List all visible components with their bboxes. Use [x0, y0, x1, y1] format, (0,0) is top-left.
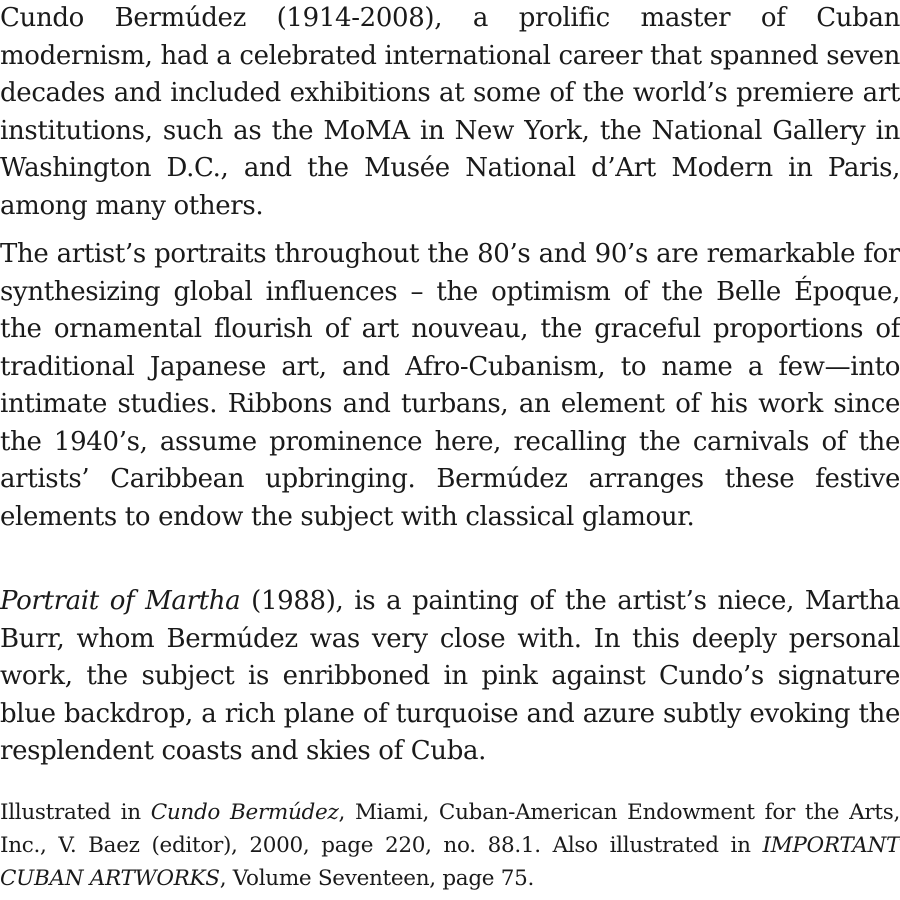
book-title-2: IMPORTANT CUBAN ARTWORKS — [0, 833, 900, 891]
book-title-1: Cundo Bermúdez — [150, 800, 339, 825]
portraits-paragraph: The artist’s portraits throughout the 80’s and 90’s are remarkable for synthesizing global influences – the optimism of the Belle Époque, the ornamental flourish of art nouveau, the graceful proportions of traditional Japanese art, and Afro-Cubanism, to name a few—into intimate studies. Ribbons and turbans, an element of his work since the 1940’s, assume prominence here, recalling the carnivals of the artists’ Caribbean upbringing. Bermúdez arranges these festive elements to endow the subject with classical glamour. — [0, 239, 900, 532]
literature-note — [0, 796, 900, 895]
intro-paragraph: Cundo Bermúdez (1914-2008), a prolific master of Cuban modernism, had a celebrated international career that spanned seven decades and included exhibitions at some of the world’s premiere art institutions, such as the MoMA in New York, the National Gallery in Washington D.C., and the Musée National d’Art Modern in Paris, among many others. — [0, 3, 900, 221]
artwork-description: (1988), is a painting of the artist’s niece, Martha Burr, whom Bermúdez was very close with. In this deeply personal work, the subject is enribboned in pink against Cundo’s signature blue backdrop, a rich plane of turquoise and azure subtly evoking the resplendent coasts and skies of Cuba. — [0, 586, 900, 766]
artwork-title: Portrait of Martha — [0, 586, 241, 616]
literature-suffix: , Volume Seventeen, page 75. — [219, 866, 535, 891]
portrait-of-martha-paragraph — [0, 583, 900, 771]
literature-middle: , Miami, Cuban-American Endowment for the Arts, Inc., V. Baez (editor), 2000, page 220, no. 88.1. Also illustrated in — [0, 800, 900, 858]
literature-prefix: Illustrated in — [0, 800, 151, 825]
